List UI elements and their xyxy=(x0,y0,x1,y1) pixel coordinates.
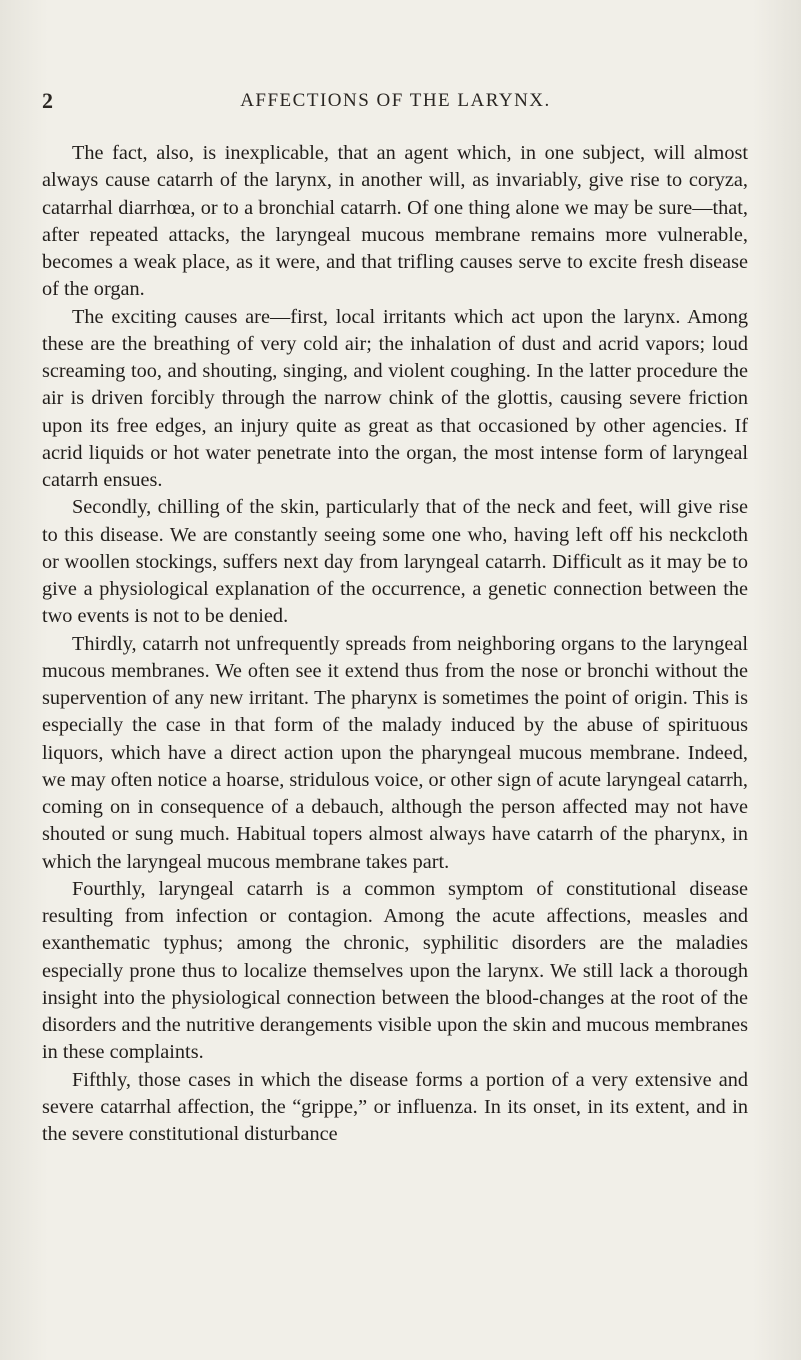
page-header xyxy=(42,88,749,118)
paragraph-influenza: Fifthly, those cases in which the disease forms a portion of a very extensive and severe catarrhal affection, the “grippe,” or influenza. In its onset, in its extent, and in the severe constitutional disturbance xyxy=(42,1068,748,1145)
paragraph-invariable-effects: The fact, also, is inexplicable, that an agent which, in one subject, will almost always cause catarrh of the larynx, in another will, as invariably, give rise to coryza, catarrhal diarrhœa, or to a bronchial catarrh. Of one thing alone we may be sure—that, after repeated attacks, the laryngeal mucous membrane remains more vulnerable, becomes a weak place, as it were, and that trifling causes serve to excite fresh disease of the organ. xyxy=(42,142,748,301)
paragraph-constitutional-disease: Fourthly, laryngeal catarrh is a common symptom of constitutional disease resulting from infection or contagion. Among the acute affections, measles and exanthematic typhus; among the chronic, syphilitic disorders are the maladies especially prone thus to localize themselves upon the larynx. We still lack a thorough insight into the physiological connection between the blood-changes at the root of the disorders and the nutritive derangements visible upon the skin and mucous membranes in these complaints. xyxy=(42,877,748,1064)
body-text xyxy=(42,140,748,1148)
page-number: 2 xyxy=(42,88,53,113)
paragraph-chilling-of-skin: Secondly, chilling of the skin, particularly that of the neck and feet, will give rise to this disease. We are constantly seeing some one who, having left off his neckcloth or woollen stockings, suffers next day from laryngeal catarrh. Difficult as it may be to give a physiological explanation of the occurrence, a genetic connection between the two events is not to be denied. xyxy=(42,496,748,628)
paragraph-local-irritants: The exciting causes are—first, local irritants which act upon the larynx. Among these are the breathing of very cold air; the inhalation of dust and acrid vapors; loud screaming too, and shouting, singing, and violent coughing. In the latter procedure the air is driven forcibly through the narrow chink of the glottis, causing severe friction upon its free edges, an injury quite as great as that occasioned by other agencies. If acrid liquids or hot water penetrate into the organ, the most intense form of laryngeal catarrh ensues. xyxy=(42,305,748,491)
running-head: AFFECTIONS OF THE LARYNX. xyxy=(240,90,551,111)
paragraph-spread-from-neighbors: Thirdly, catarrh not unfrequently spreads from neighboring organs to the laryngeal mucous membranes. We often see it extend thus from the nose or bronchi without the supervention of any new irritant. The pharynx is sometimes the point of origin. This is especially the case in that form of the malady induced by the abuse of spirituous liquors, which have a direct action upon the pharyngeal mucous membrane. Indeed, we may often notice a hoarse, stridulous voice, or other sign of acute laryngeal catarrh, coming on in consequence of a debauch, although the person affected may not have shouted or sung much. Habitual topers almost always have catarrh of the pharynx, in which the laryngeal mucous membrane takes part. xyxy=(42,632,748,873)
